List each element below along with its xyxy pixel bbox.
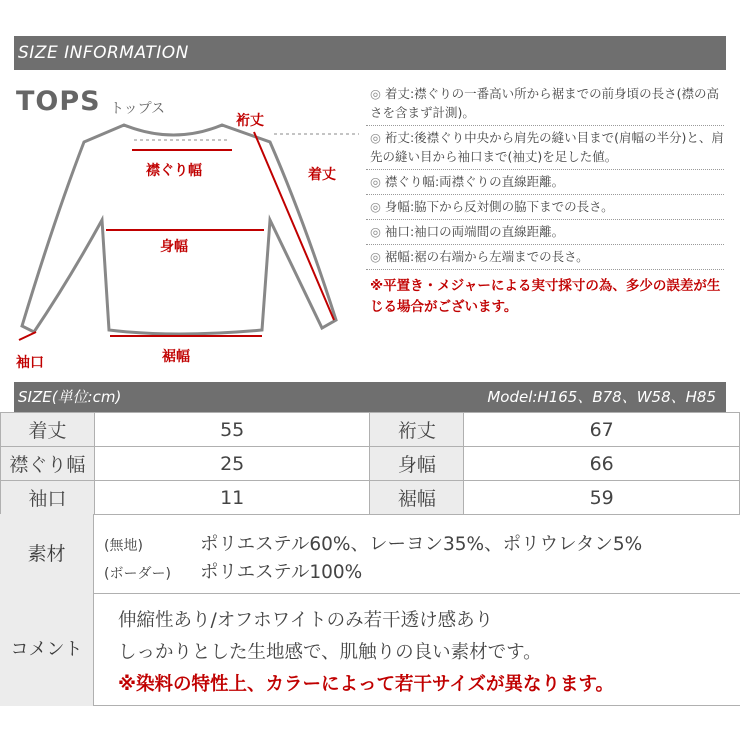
diagram-title: TOPS: [16, 86, 101, 117]
label-eriguri: 襟ぐり幅: [146, 163, 202, 179]
size-value: 59: [464, 481, 740, 515]
note-item: ◎ 裄丈:後襟ぐり中央から肩先の縫い目まで(肩幅の半分)と、肩先の縫い目から袖口まで(袖丈)を足した値。: [366, 126, 724, 170]
section-header: [14, 36, 726, 70]
label-sodeguchi: 袖口: [16, 355, 44, 371]
size-unit-label: SIZE(単位:cm): [18, 388, 122, 406]
measurement-notes: [366, 82, 724, 318]
size-key: 着丈: [1, 413, 95, 447]
comment-line: 伸縮性あり/オフホワイトのみ若干透け感あり: [118, 610, 494, 631]
label-mihaba: 身幅: [160, 239, 188, 255]
size-value: 55: [94, 413, 370, 447]
label-kitake: 着丈: [308, 167, 336, 183]
size-value: 66: [464, 447, 740, 481]
measurement-warning: ※平置き・メジャーによる実寸採寸の為、多少の誤差が生じる場合がございます。: [370, 278, 721, 315]
material-section: [0, 514, 740, 594]
note-item: ◎ 裾幅:裾の右端から左端までの長さ。: [366, 245, 724, 270]
size-key: 襟ぐり幅: [1, 447, 95, 481]
note-item: ◎ 身幅:脇下から反対側の脇下までの長さ。: [366, 195, 724, 220]
size-value: 67: [464, 413, 740, 447]
size-value: 11: [94, 481, 370, 515]
size-key: 裾幅: [370, 481, 464, 515]
material-line: (無地) ポリエステル60%、レーヨン35%、ポリウレタン5%: [104, 534, 643, 555]
garment-diagram: [14, 70, 364, 370]
size-key: 裄丈: [370, 413, 464, 447]
table-row: [1, 481, 740, 515]
label-yuki: 裄丈: [236, 113, 264, 129]
size-bar: [14, 382, 726, 412]
size-key: 身幅: [370, 447, 464, 481]
size-table: [0, 412, 740, 515]
section-title: SIZE INFORMATION: [18, 43, 189, 63]
model-info: Model:H165、B78、W58、H85: [487, 388, 716, 406]
shirt-outline-icon: [14, 70, 364, 370]
material-line: (ボーダー) ポリエステル100%: [104, 562, 363, 583]
diagram-subtitle: トップス: [110, 101, 166, 117]
note-item: ◎ 袖口:袖口の両端間の直線距離。: [366, 220, 724, 245]
note-item: ◎ 襟ぐり幅:両襟ぐりの直線距離。: [366, 170, 724, 195]
comment-line: しっかりとした生地感で、肌触りの良い素材です。: [118, 642, 542, 663]
comment-section: [0, 594, 740, 706]
material-label: 素材: [0, 514, 94, 594]
size-value: 25: [94, 447, 370, 481]
note-item: ◎ 着丈:襟ぐりの一番高い所から裾までの前身頃の長さ(襟の高さを含まず計測)。: [366, 82, 724, 126]
comment-label: コメント: [0, 594, 94, 706]
size-key: 袖口: [1, 481, 95, 515]
comment-warning: ※染料の特性上、カラーによって若干サイズが異なります。: [118, 674, 615, 695]
label-susohaba: 裾幅: [162, 349, 190, 365]
table-row: [1, 447, 740, 481]
table-row: [1, 413, 740, 447]
